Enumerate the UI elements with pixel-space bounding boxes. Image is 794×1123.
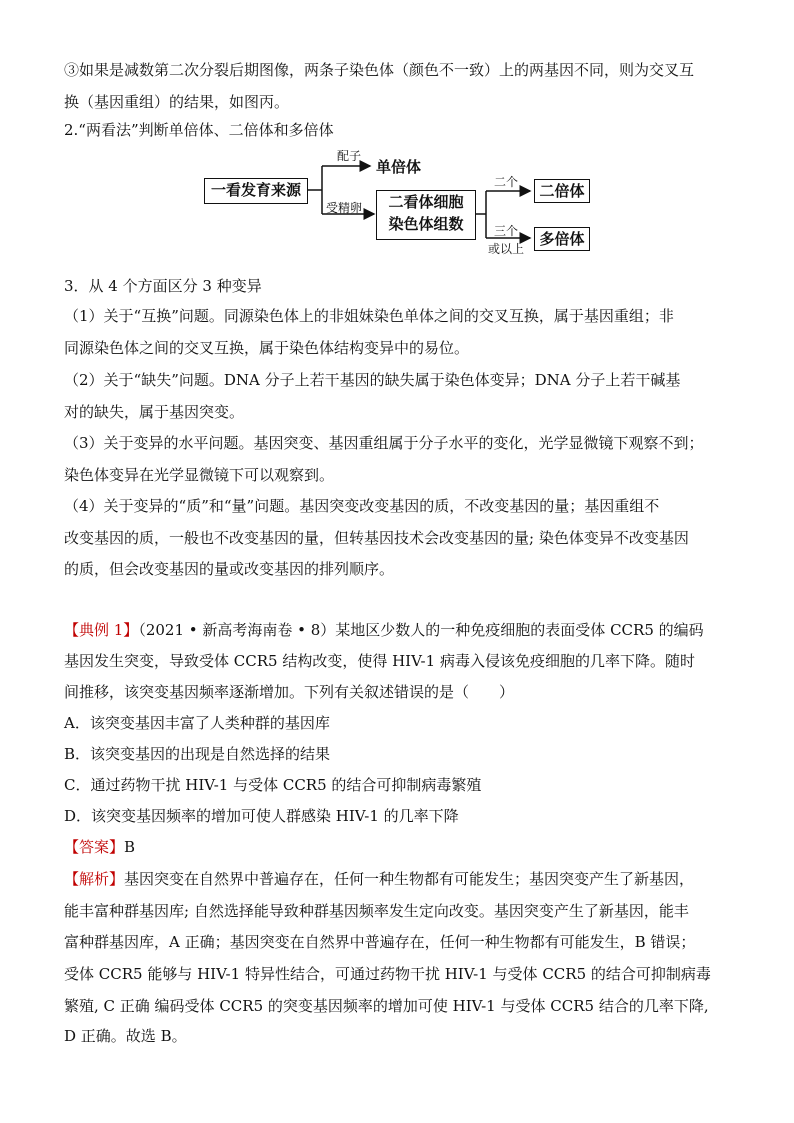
example-tag: 【典例 1】: [64, 621, 139, 639]
polyploid-box: 多倍体: [534, 227, 590, 251]
section-2-title: 2.“两看法”判断单倍体、二倍体和多倍体: [64, 121, 334, 139]
answer-tag: 【答案】: [64, 838, 125, 856]
point-2-line-2: 对的缺失，属于基因突变。: [64, 403, 245, 421]
analysis-line-3: 富种群基因库，A 正确；基因突变在自然界中普遍存在，任何一种生物都有可能发生，B 错误；: [64, 933, 696, 951]
result-haploid: 单倍体: [376, 158, 422, 176]
point-2-line-1: （2）关于“缺失”问题。DNA 分子上若干基因的缺失属于染色体变异；DNA 分子上若干碱基: [64, 371, 681, 389]
option-b: B．该突变基因的出现是自然选择的结果: [64, 745, 331, 763]
point-4-line-1: （4）关于变异的“质”和“量”问题。基因突变改变基因的质，不改变基因的量；基因重组不: [64, 497, 660, 515]
label-or-more: 或以上: [488, 242, 525, 256]
diploid-box: 二倍体: [534, 179, 590, 203]
label-three: 三个: [494, 224, 519, 238]
point-4-line-2: 改变基因的质，一般也不改变基因的量，但转基因技术会改变基因的量; 染色体变异不改变基因: [64, 529, 689, 547]
analysis-line-2: 能丰富种群基因库; 自然选择能导致种群基因频率发生定向改变。基因突变产生了新基因，能丰: [64, 902, 689, 920]
ploidy-flowchart: [202, 150, 602, 260]
option-a: A．该突变基因丰富了人类种群的基因库: [64, 714, 330, 732]
example-question-line-3: 间推移，该突变基因频率逐渐增加。下列有关叙述错误的是（ ）: [64, 683, 515, 701]
point-3-line-1: （3）关于变异的水平问题。基因突变、基因重组属于分子水平的变化，光学显微镜下观察不到；: [64, 434, 704, 452]
answer-line: [64, 837, 744, 857]
intro-line-1: ③如果是减数第二次分裂后期图像，两条子染色体（颜色不一致）上的两基因不同，则为交叉互: [64, 61, 695, 79]
label-zygote: 受精卵: [326, 201, 363, 215]
analysis-line-1: 【解析】基因突变在自然界中普遍存在，任何一种生物都有可能发生；基因突变产生了新基因，: [64, 870, 695, 888]
count-box-line-1: 二看体细胞: [388, 193, 464, 211]
label-two: 二个: [494, 175, 519, 189]
example-question-line-1: 【典例 1】（2021 • 新高考海南卷 • 8）某地区少数人的一种免疫细胞的表面受体 CCR5 的编码: [64, 621, 704, 639]
option-c: C．通过药物干扰 HIV-1 与受体 CCR5 的结合可抑制病毒繁殖: [64, 776, 482, 794]
count-box-line-2: 染色体组数: [388, 215, 464, 233]
point-4-line-3: 的质，但会改变基因的量或改变基因的排列顺序。: [64, 560, 395, 578]
point-1-line-1: （1）关于“互换”问题。同源染色体上的非姐妹染色单体之间的交叉互换，属于基因重组；非: [64, 307, 674, 325]
analysis-line-4: 受体 CCR5 能够与 HIV-1 特异性结合，可通过药物干扰 HIV-1 与受体 CCR5 的结合可抑制病毒: [64, 965, 711, 983]
option-d: D．该突变基因频率的增加可使人群感染 HIV-1 的几率下降: [64, 807, 459, 825]
point-1-line-2: 同源染色体之间的交叉互换，属于染色体结构变异中的易位。: [64, 339, 470, 357]
section-3-title: 3．从 4 个方面区分 3 种变异: [64, 277, 262, 295]
analysis-tag: 【解析】: [64, 870, 125, 888]
example-question-line-2: 基因发生突变，导致受体 CCR5 结构改变，使得 HIV-1 病毒入侵该免疫细胞的几率下降。随时: [64, 652, 695, 670]
label-gamete: 配子: [337, 149, 362, 163]
source-box: 一看发育来源: [204, 178, 308, 204]
analysis-line-5: 繁殖, C 正确 编码受体 CCR5 的突变基因频率的增加可使 HIV-1 与受体 CCR5 结合的几率下降,: [64, 997, 709, 1015]
count-box: [376, 190, 476, 240]
analysis-line-6: D 正确。故选 B。: [64, 1027, 187, 1045]
intro-line-2: 换（基因重组）的结果，如图丙。: [64, 93, 290, 111]
answer-value: B: [124, 838, 136, 856]
point-3-line-2: 染色体变异在光学显微镜下可以观察到。: [64, 466, 335, 484]
